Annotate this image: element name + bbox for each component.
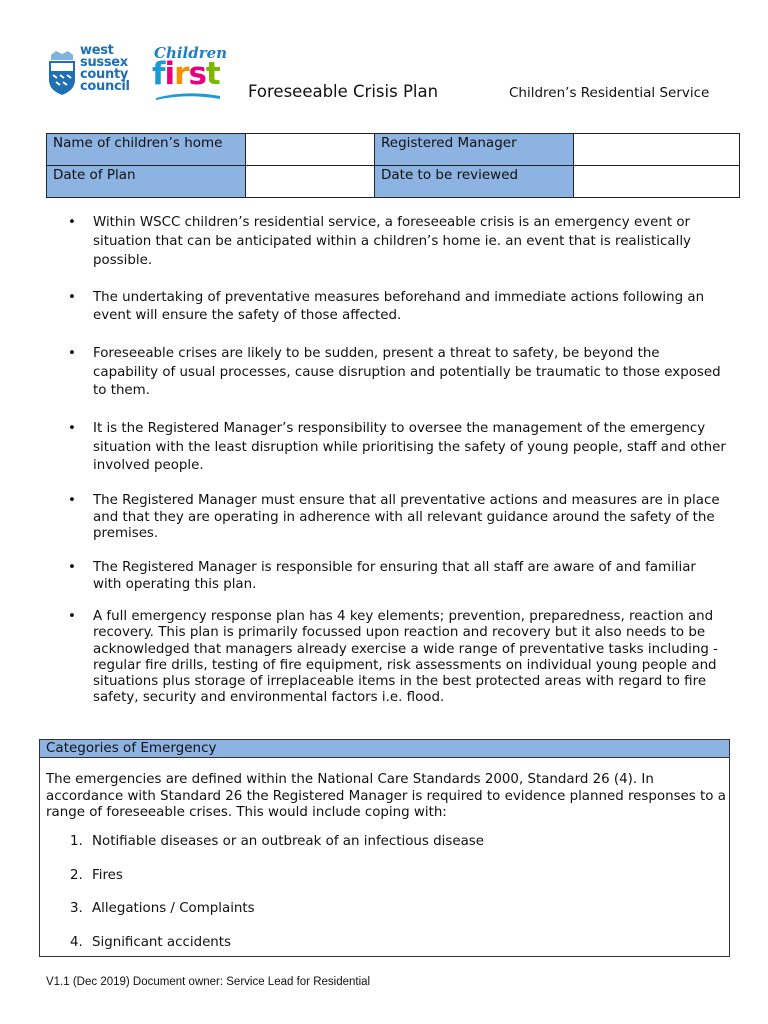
page-footer: V1.1 (Dec 2019) Document owner: Service Lead for Residential [46,976,371,988]
bullet-text: The Registered Manager must ensure that all preventative actions and measures are in place and that they are operating in adherence with all relevant guidance around the safety of the premises. [93,493,720,541]
item-number: 1. [70,834,83,849]
page-title: Foreseeable Crisis Plan [248,82,439,101]
manager-label: Registered Manager [375,134,574,166]
review-field[interactable] [574,166,740,198]
item-text: Significant accidents [92,935,232,950]
list-item: • Within WSCC children’s residential service, a foreseeable crisis is an emergency event or situation that can be anticipated within a children’s home ie. an event that is realistically possible. [68,215,691,268]
bullet-text: It is the Registered Manager’s responsibility to oversee the management of the emergency situation with the least disruption while prioritising the safety of young people, staff and other involved people. [93,421,726,473]
item-number: 3. [70,901,83,916]
categories-box [39,739,730,957]
categories-heading: Categories of Emergency [40,740,729,758]
children-first-logo [152,44,228,102]
review-label: Date to be reviewed [375,166,574,198]
list-item: • Foreseeable crises are likely to be sudden, present a threat to safety, be beyond the capability of usual processes, cause disruption and potentially be traumatic to those exposed to them. [68,346,721,398]
list-item: • The undertaking of preventative measures beforehand and immediate actions following an event will ensure the safety of those affected. [68,290,705,323]
name-field[interactable] [246,134,375,166]
list-item [70,901,670,916]
list-item [70,868,670,883]
manager-field[interactable] [574,134,740,166]
item-number: 2. [70,868,83,883]
wave-icon [156,90,220,100]
item-text: Fires [92,868,123,883]
list-item: • The Registered Manager is responsible for ensuring that all staff are aware of and familiar with operating this plan. [68,560,696,592]
list-item: • A full emergency response plan has 4 key elements; prevention, preparedness, reaction and recovery. This plan is primarily focussed upon reaction and recovery but it also needs to be acknowledged that managers already exercise a wide range of preventative tasks including - regular fire drills, testing of fire equipment, risk assessments on individual young people and situations plus storage of irreplaceable items in the best protected areas with regard to fire safety, security and environmental factors i.e. flood. [68,609,718,706]
bullet-text: Within WSCC children’s residential service, a foreseeable crisis is an emergency event or situation that can be anticipated within a children’s home ie. an event that is realistically possible. [93,215,691,268]
bullet-text: The undertaking of preventative measures beforehand and immediate actions following an event will ensure the safety of those affected. [93,290,705,323]
item-number: 4. [70,935,83,950]
service-name: Children’s Residential Service [509,85,710,101]
bullet-text: The Registered Manager is responsible for ensuring that all staff are aware of and familiar with operating this plan. [93,560,696,592]
info-table [46,133,740,198]
list-item: • The Registered Manager must ensure that all preventative actions and measures are in place and that they are operating in adherence with all relevant guidance around the safety of the premises. [68,493,720,541]
name-label: Name of children’s home [47,134,246,166]
categories-intro: The emergencies are defined within the National Care Standards 2000, Standard 26 (4). In accordance with Standard 26 the Registered Manager is required to evidence planned responses to a range of foreseeable crises. This would include coping with: [46,772,726,820]
date-label: Date of Plan [47,166,246,198]
list-item [70,935,670,950]
bullet-text: A full emergency response plan has 4 key elements; prevention, preparedness, reaction and recovery. This plan is primarily focussed upon reaction and recovery but it also needs to be acknowledged that managers already exercise a wide range of preventative tasks including - regular fire drills, testing of fire equipment, risk assessments on individual young people and situations plus storage of irreplaceable items in the best protected areas with regard to fire safety, security and environmental factors i.e. flood. [93,609,718,706]
list-item: • It is the Registered Manager’s responsibility to oversee the management of the emergency situation with the least disruption while prioritising the safety of young people, staff and other involved people. [68,421,726,473]
date-field[interactable] [246,166,375,198]
shield-crest-icon [48,50,76,96]
wscc-logo-text: west sussex county council [80,43,130,94]
item-text: Allegations / Complaints [92,901,255,916]
wscc-logo [46,42,141,100]
logo-text-children: Children [154,44,228,62]
item-text: Notifiable diseases or an outbreak of an infectious disease [92,834,484,849]
logo-text-first: first [152,56,220,92]
bullet-text: Foreseeable crises are likely to be sudden, present a threat to safety, be beyond the capability of usual processes, cause disruption and potentially be traumatic to those exposed to them. [93,346,721,398]
list-item [70,834,670,849]
